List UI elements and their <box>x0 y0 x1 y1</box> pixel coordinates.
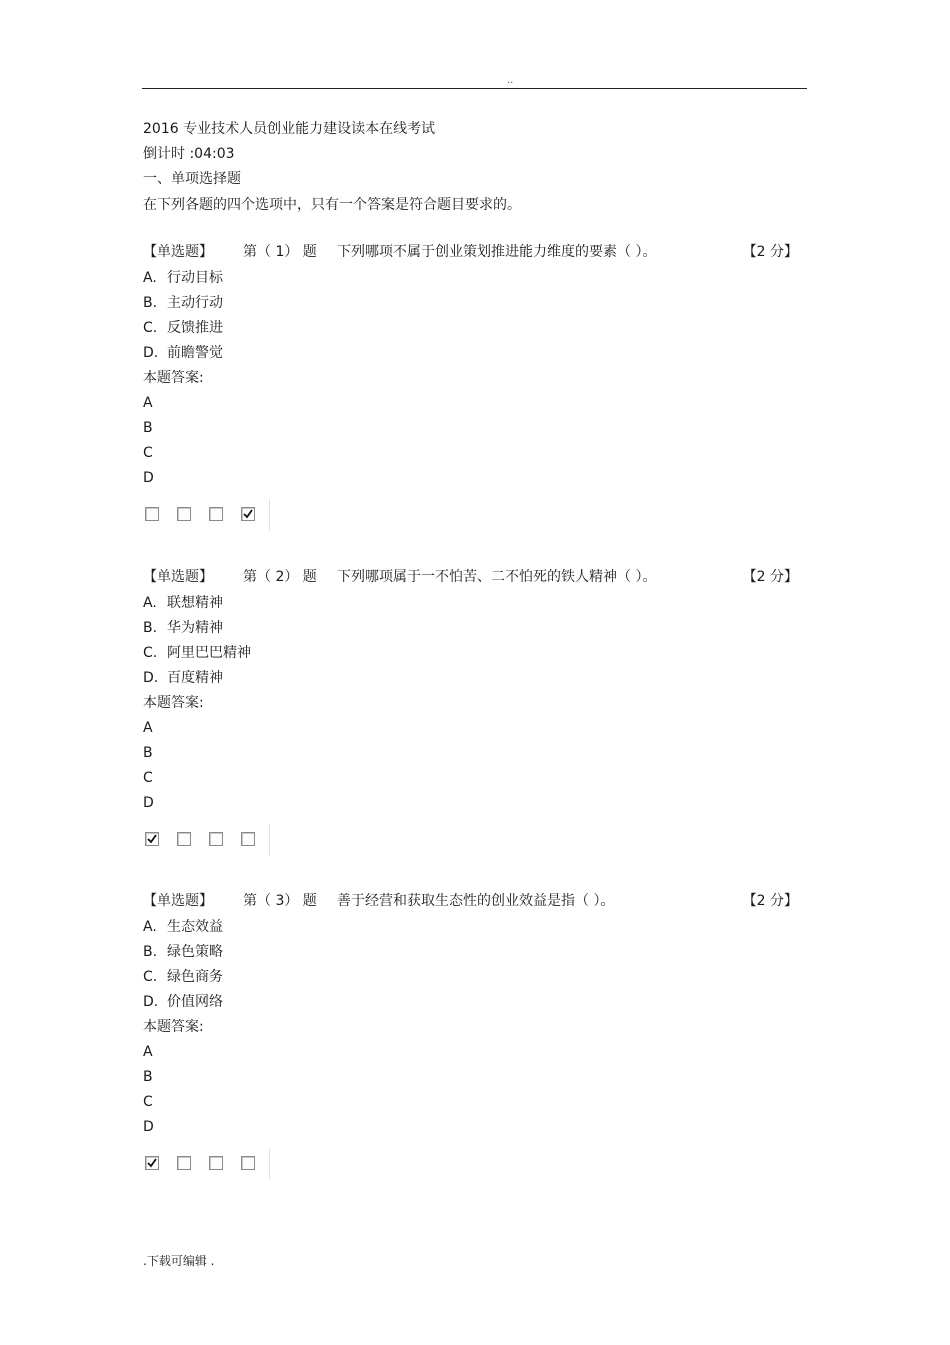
answer-checkbox-cell <box>142 824 174 856</box>
option-letter: B. <box>143 944 158 960</box>
option-letter: D. <box>143 670 159 686</box>
answer-choice-letter: B <box>143 420 153 436</box>
option-item <box>143 319 223 337</box>
question-stem: 下列哪项属于一不怕苦、二不怕死的铁人精神（ ）。 <box>337 569 657 585</box>
option-text: 绿色商务 <box>167 969 223 985</box>
answer-checkbox[interactable] <box>145 507 159 521</box>
answer-checkbox[interactable] <box>177 507 191 521</box>
question-type-tag: 【单选题】 <box>143 244 213 260</box>
question-stem: 下列哪项不属于创业策划推进能力维度的要素（ ）。 <box>337 244 657 260</box>
option-text: 生态效益 <box>167 919 223 935</box>
option-text: 阿里巴巴精神 <box>167 645 251 661</box>
answer-checkbox-cell <box>174 499 206 531</box>
answer-checkbox[interactable] <box>145 1156 159 1170</box>
answer-checkbox[interactable] <box>145 832 159 846</box>
option-item <box>143 294 223 312</box>
answer-label: 本题答案: <box>143 1019 204 1035</box>
question-block <box>0 568 950 868</box>
answer-checkbox-cell <box>206 1148 238 1180</box>
option-text: 前瞻警觉 <box>167 345 223 361</box>
question-number: 第（ 1） 题 <box>243 244 317 260</box>
answer-checkbox-group <box>142 824 274 856</box>
option-text: 百度精神 <box>167 670 223 686</box>
option-letter: B. <box>143 295 158 311</box>
answer-choice-letter: C <box>143 770 153 786</box>
checkmark-icon <box>146 833 158 845</box>
answer-checkbox[interactable] <box>177 1156 191 1170</box>
option-letter: A. <box>143 270 157 286</box>
header-rule <box>142 88 807 89</box>
option-item <box>143 993 223 1011</box>
option-item <box>143 269 223 287</box>
option-item <box>143 644 251 662</box>
question-type-tag: 【单选题】 <box>143 893 213 909</box>
option-text: 联想精神 <box>167 595 223 611</box>
answer-checkbox[interactable] <box>241 832 255 846</box>
answer-checkbox-cell <box>174 1148 206 1180</box>
footer-note: .下载可编辑 . <box>143 1254 215 1268</box>
question-type-tag: 【单选题】 <box>143 569 213 585</box>
answer-label: 本题答案: <box>143 695 204 711</box>
answer-checkbox[interactable] <box>209 832 223 846</box>
option-letter: C. <box>143 645 158 661</box>
option-text: 行动目标 <box>167 270 223 286</box>
option-item <box>143 344 223 362</box>
answer-choice-letter: D <box>143 1119 154 1135</box>
option-item <box>143 918 223 936</box>
question-block <box>0 243 950 543</box>
answer-choice-letter: A <box>143 395 153 411</box>
header-dots: .. <box>507 75 514 86</box>
exam-title: 2016 专业技术人员创业能力建设读本在线考试 <box>143 121 436 137</box>
answer-checkbox[interactable] <box>177 832 191 846</box>
option-item <box>143 968 223 986</box>
question-score: 【2 分】 <box>742 569 798 585</box>
answer-checkbox-group <box>142 499 274 531</box>
question-number: 第（ 2） 题 <box>243 569 317 585</box>
countdown: 倒计时 :04:03 <box>143 146 235 162</box>
answer-checkbox-group <box>142 1148 274 1180</box>
answer-checkbox-cell <box>142 1148 174 1180</box>
answer-choice-letter: A <box>143 720 153 736</box>
question-number: 第（ 3） 题 <box>243 893 317 909</box>
question-block <box>0 892 950 1192</box>
option-item <box>143 669 223 687</box>
answer-checkbox-cell <box>206 499 238 531</box>
option-item <box>143 594 223 612</box>
answer-choice-letter: B <box>143 745 153 761</box>
checkmark-icon <box>146 1157 158 1169</box>
option-letter: C. <box>143 320 158 336</box>
question-score: 【2 分】 <box>742 893 798 909</box>
instruction: 在下列各题的四个选项中，只有一个答案是符合题目要求的。 <box>143 197 521 213</box>
option-letter: A. <box>143 919 157 935</box>
answer-checkbox-cell <box>238 499 270 531</box>
option-text: 反馈推进 <box>167 320 223 336</box>
option-letter: C. <box>143 969 158 985</box>
answer-label: 本题答案: <box>143 370 204 386</box>
option-item <box>143 619 223 637</box>
answer-checkbox-cell <box>238 824 270 856</box>
answer-checkbox[interactable] <box>209 1156 223 1170</box>
option-letter: D. <box>143 994 159 1010</box>
answer-checkbox[interactable] <box>241 507 255 521</box>
option-text: 主动行动 <box>167 295 223 311</box>
answer-choice-letter: C <box>143 445 153 461</box>
question-stem: 善于经营和获取生态性的创业效益是指（ ）。 <box>337 893 615 909</box>
option-letter: D. <box>143 345 159 361</box>
checkmark-icon <box>242 508 254 520</box>
answer-choice-letter: A <box>143 1044 153 1060</box>
section-heading: 一、单项选择题 <box>143 171 241 187</box>
answer-choice-letter: D <box>143 795 154 811</box>
option-item <box>143 943 223 961</box>
answer-checkbox[interactable] <box>241 1156 255 1170</box>
option-letter: A. <box>143 595 157 611</box>
option-text: 价值网络 <box>167 994 223 1010</box>
question-score: 【2 分】 <box>742 244 798 260</box>
answer-checkbox-cell <box>174 824 206 856</box>
answer-checkbox-cell <box>142 499 174 531</box>
option-text: 绿色策略 <box>167 944 223 960</box>
answer-choice-letter: B <box>143 1069 153 1085</box>
option-text: 华为精神 <box>167 620 223 636</box>
option-letter: B. <box>143 620 158 636</box>
answer-choice-letter: C <box>143 1094 153 1110</box>
answer-checkbox-cell <box>238 1148 270 1180</box>
answer-checkbox[interactable] <box>209 507 223 521</box>
answer-checkbox-cell <box>206 824 238 856</box>
answer-choice-letter: D <box>143 470 154 486</box>
